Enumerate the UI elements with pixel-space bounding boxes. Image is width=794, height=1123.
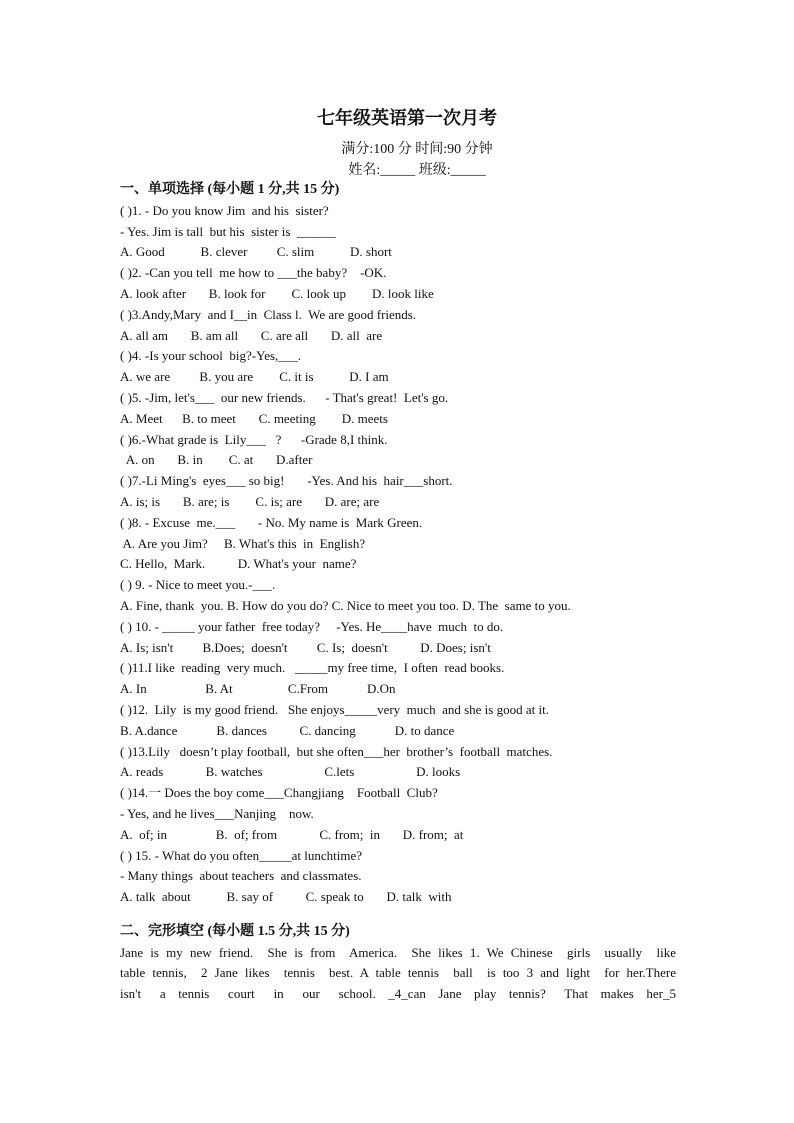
- question-line: ( )11.I like reading very much. _____my free time, I often read books.: [120, 660, 505, 676]
- question-line: A. Fine, thank you. B. How do you do? C. Nice to meet you too. D. The same to you.: [120, 597, 571, 613]
- passage-line: Jane is my new friend. She is from America. She likes 1. We Chinese girls usually like: [120, 944, 676, 960]
- question-line: ( )5. -Jim, let's___ our new friends. - That's great! Let's go.: [120, 389, 449, 405]
- question-line: ( )14.一 Does the boy come___Changjiang Football Club?: [120, 785, 438, 801]
- question-line: A. all am B. am all C. are all D. all are: [120, 327, 383, 343]
- question-line: ( ) 9. - Nice to meet you.-___.: [120, 577, 276, 593]
- passage-line: isn't a tennis court in our school. _4_can Jane play tennis? That makes her_5: [120, 986, 676, 1002]
- question-line: A. Is; isn't B.Does; doesn't C. Is; doesn't D. Does; isn't: [120, 639, 491, 655]
- question-line: B. A.dance B. dances C. dancing D. to dance: [120, 722, 455, 738]
- question-line: A. Are you Jim? B. What's this in English?: [120, 535, 366, 551]
- question-line: ( )8. - Excuse me.___ - No. My name is Mark Green.: [120, 514, 423, 530]
- question-line: A. Meet B. to meet C. meeting D. meets: [120, 410, 388, 426]
- question-line: - Yes. Jim is tall but his sister is ______: [120, 223, 336, 239]
- exam-content: [120, 180, 680, 1005]
- question-line: A. we are B. you are C. it is D. I am: [120, 369, 389, 385]
- section-2-passage: [120, 943, 676, 1005]
- question-line: C. Hello, Mark. D. What's your name?: [120, 556, 357, 572]
- question-line: A. talk about B. say of C. speak to D. talk with: [120, 889, 452, 905]
- question-line: A. look after B. look for C. look up D. look like: [120, 285, 434, 301]
- passage-line: table tennis, 2 Jane likes tennis best. A table tennis ball is too 3 and light for her.There: [120, 965, 676, 981]
- question-line: A. of; in B. of; from C. from; in D. from; at: [120, 826, 464, 842]
- question-line: - Yes, and he lives___Nanjing now.: [120, 805, 314, 821]
- question-line: A. reads B. watches C.lets D. looks: [120, 764, 461, 780]
- question-line: ( )13.Lily doesn’t play football, but she often___her brother’s football matches.: [120, 743, 553, 759]
- question-line: ( )7.-Li Ming's eyes___ so big! -Yes. And his hair___short.: [120, 473, 453, 489]
- name-class-line: 姓名:_____ 班级:_____: [348, 163, 486, 178]
- question-line: - Many things about teachers and classmates.: [120, 868, 362, 884]
- question-line: A. is; is B. are; is C. is; are D. are; are: [120, 493, 380, 509]
- question-line: ( ) 10. - _____ your father free today? -Yes. He____have much to do.: [120, 618, 504, 634]
- question-line: A. In B. At C.From D.On: [120, 681, 396, 697]
- question-line: ( )2. -Can you tell me how to ___the baby? -OK.: [120, 265, 387, 281]
- question-line: ( )3.Andy,Mary and I__in Class l. We are good friends.: [120, 306, 417, 322]
- exam-title: 七年级英语第一次月考: [317, 108, 497, 128]
- question-line: ( ) 15. - What do you often_____at lunchtime?: [120, 847, 363, 863]
- question-line: A. Good B. clever C. slim D. short: [120, 244, 392, 260]
- question-line: ( )12. Lily is my good friend. She enjoys_____very much and she is good at it.: [120, 701, 549, 717]
- section-1-heading: 一、单项选择 (每小题 1 分,共 15 分): [120, 182, 340, 197]
- section-1-questions: [120, 201, 680, 908]
- score-time-line: 满分:100 分 时间:90 分钟: [341, 142, 493, 157]
- question-line: ( )1. - Do you know Jim and his sister?: [120, 202, 329, 218]
- question-line: ( )4. -Is your school big?-Yes,___.: [120, 348, 302, 364]
- question-line: ( )6.-What grade is Lily___ ? -Grade 8,I think.: [120, 431, 388, 447]
- section-2-heading: 二、完形填空 (每小题 1.5 分,共 15 分): [120, 923, 350, 939]
- question-line: A. on B. in C. at D.after: [120, 452, 313, 468]
